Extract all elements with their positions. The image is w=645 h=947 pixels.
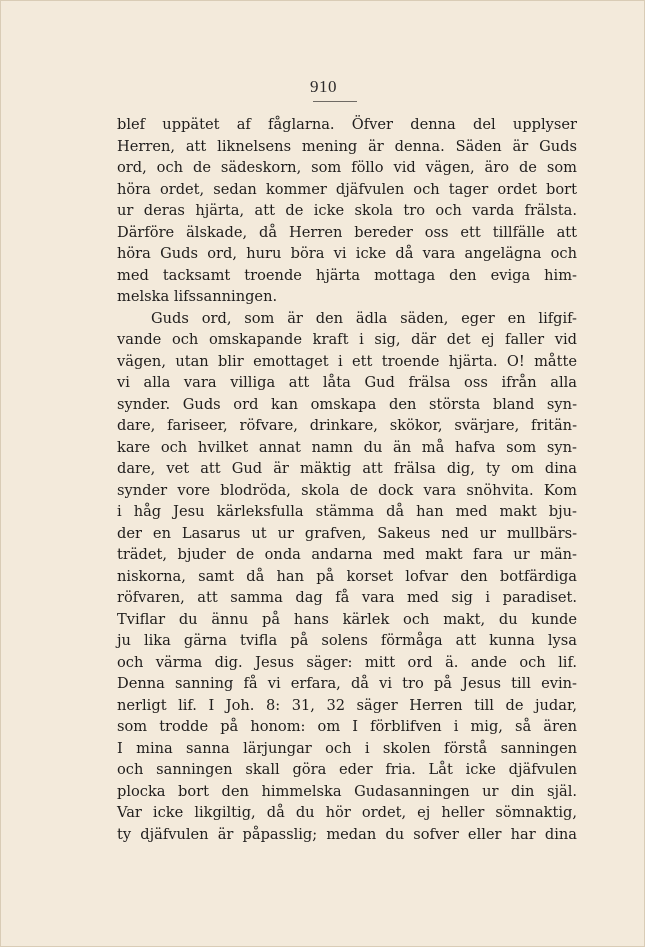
text-line: höra ordet, sedan kommer djäfvulen och tager ordet bort	[117, 180, 577, 198]
body-text	[117, 114, 577, 845]
text-line: I mina sanna lärjungar och i skolen förstå sanningen	[117, 739, 577, 757]
text-line: Guds ord, som är den ädla säden, eger en lifgif-	[151, 309, 577, 327]
text-line: vägen, utan blir emottaget i ett troende hjärta. O! måtte	[117, 352, 577, 370]
page-number: 910	[310, 77, 337, 96]
text-line: trädet, bjuder de onda andarna med makt fara ur män-	[117, 546, 577, 563]
page-number-rule	[313, 101, 357, 102]
text-line: och värma dig. Jesus säger: mitt ord ä. ande och lif.	[117, 653, 577, 671]
text-line: nerligt lif. I Joh. 8: 31, 32 säger Herren till de judar,	[117, 696, 577, 714]
text-line: dare, vet att Gud är mäktig att frälsa dig, ty om dina	[117, 460, 577, 477]
text-line: niskorna, samt då han på korset lofvar den botfärdiga	[117, 567, 577, 585]
text-line: der en Lasarus ut ur grafven, Sakeus ned ur mullbärs-	[117, 524, 577, 542]
text-line: ur deras hjärta, att de icke skola tro och varda frälsta.	[117, 202, 577, 219]
text-line: vande och omskapande kraft i sig, där det ej faller vid	[117, 331, 577, 348]
text-line: i håg Jesu kärleksfulla stämma då han med makt bju-	[117, 503, 577, 520]
text-line: ty djäfvulen är påpasslig; medan du sofver eller har dina	[117, 825, 577, 843]
text-line: Var icke likgiltig, då du hör ordet, ej heller sömnaktig,	[117, 804, 577, 821]
text-line: ju lika gärna tvifla på solens förmåga att kunna lysa	[117, 632, 577, 649]
text-line: höra Guds ord, huru böra vi icke då vara angelägna och	[117, 245, 577, 262]
text-line: kare och hvilket annat namn du än må hafva som syn-	[117, 438, 577, 456]
text-line: som trodde på honom: om I förblifven i mig, så ären	[117, 718, 577, 735]
text-line: Denna sanning få vi erfara, då vi tro på Jesus till evin-	[117, 675, 577, 692]
text-line: blef uppätet af fåglarna. Öfver denna del upplyser	[117, 116, 577, 133]
text-line: Tviflar du ännu på hans kärlek och makt, du kunde	[117, 610, 577, 628]
text-line: plocka bort den himmelska Gudasanningen ur din själ.	[117, 782, 577, 800]
text-line: melska lifssanningen.	[117, 288, 278, 305]
text-line: synder vore blodröda, skola de dock vara snöhvita. Kom	[117, 481, 577, 499]
text-line: röfvaren, att samma dag få vara med sig i paradiset.	[117, 589, 577, 606]
text-line: vi alla vara villiga att låta Gud frälsa oss ifrån alla	[117, 374, 577, 391]
text-line: ord, och de sädeskorn, som föllo vid vägen, äro de som	[117, 159, 577, 176]
text-line: synder. Guds ord kan omskapa den största bland syn-	[117, 395, 577, 413]
text-line: med tacksamt troende hjärta mottaga den eviga him-	[117, 266, 577, 284]
text-line: Herren, att liknelsens mening är denna. Säden är Guds	[117, 137, 577, 155]
text-line: dare, fariseer, röfvare, drinkare, skökor, svärjare, fritän-	[117, 417, 577, 434]
text-line: och sanningen skall göra eder fria. Låt icke djäfvulen	[117, 761, 577, 778]
text-line: Därföre älskade, då Herren bereder oss ett tillfälle att	[117, 223, 577, 241]
